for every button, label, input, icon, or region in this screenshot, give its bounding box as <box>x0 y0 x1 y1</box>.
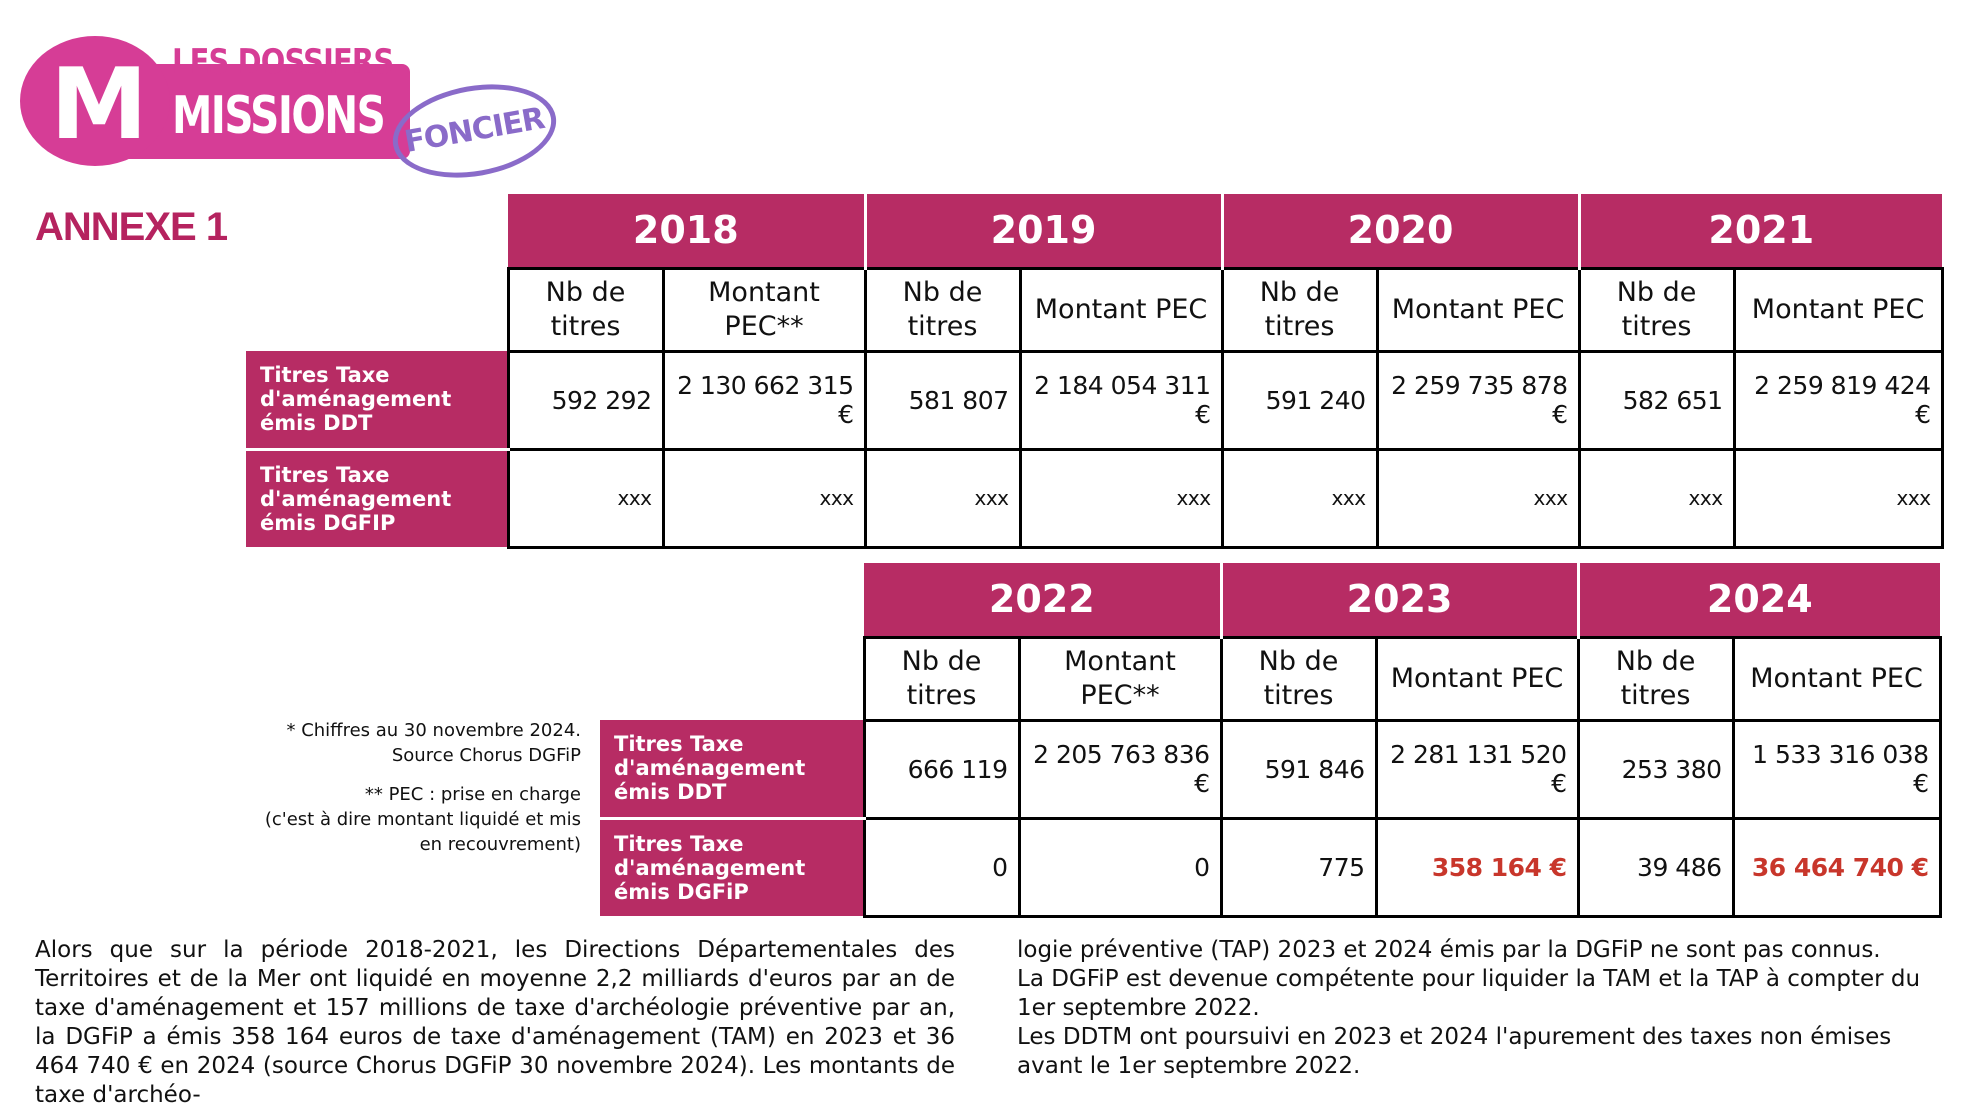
table-row-dgfip <box>246 449 1942 547</box>
corner-cell <box>246 194 508 268</box>
year-header: 2023 <box>1221 563 1578 637</box>
paragraph: La DGFiP est devenue compétente pour liquider la TAM et la TAP à compter du 1er septembre 2022. <box>1017 966 1921 1021</box>
table-cell: 0 <box>864 818 1019 916</box>
corner-cell <box>246 268 508 351</box>
table-2022-2024 <box>600 563 1942 918</box>
corner-cell <box>600 637 864 720</box>
table-2018-2021 <box>246 194 1944 549</box>
row-label: Titres Taxe d'aménagement émis DDT <box>246 351 508 449</box>
year-header: 2024 <box>1578 563 1940 637</box>
table-cell: 2 205 763 836 € <box>1019 720 1221 818</box>
table-cell: 2 259 735 878 € <box>1377 351 1579 449</box>
column-header: Nb de titres <box>508 268 663 351</box>
year-header: 2022 <box>864 563 1221 637</box>
year-header: 2020 <box>1222 194 1579 268</box>
year-header-row <box>246 194 1942 268</box>
table-cell: xxx <box>1020 449 1222 547</box>
column-header: Montant PEC <box>1734 268 1942 351</box>
row-label: Titres Taxe d'aménagement émis DGFiP <box>600 818 864 916</box>
year-header: 2018 <box>508 194 865 268</box>
table-cell: xxx <box>663 449 865 547</box>
row-label: Titres Taxe d'aménagement émis DDT <box>600 720 864 818</box>
paragraph: Les DDTM ont poursuivi en 2023 et 2024 l'apurement des taxes non émises avant le 1er septembre 2022. <box>1017 1024 1892 1079</box>
table-row-ddt <box>246 351 1942 449</box>
column-header: Montant PEC <box>1376 637 1578 720</box>
table-cell: 592 292 <box>508 351 663 449</box>
logo-line1: LES DOSSIERS <box>172 42 394 82</box>
year-header-row <box>600 563 1940 637</box>
table-cell: 2 184 054 311 € <box>1020 351 1222 449</box>
column-header: Montant PEC** <box>663 268 865 351</box>
logo <box>20 24 580 174</box>
page-title: ANNEXE 1 <box>35 205 228 249</box>
table-cell: 1 533 316 038 € <box>1733 720 1940 818</box>
column-header: Montant PEC <box>1733 637 1940 720</box>
table-cell: xxx <box>1377 449 1579 547</box>
table-cell: 591 846 <box>1221 720 1376 818</box>
column-header-row <box>246 268 1942 351</box>
body-text-right <box>1017 936 1937 1081</box>
table-cell: xxx <box>1734 449 1942 547</box>
year-header: 2019 <box>865 194 1222 268</box>
table-cell: 0 <box>1019 818 1221 916</box>
footnote-pec: ** PEC : prise en charge <box>364 784 581 805</box>
column-header: Nb de titres <box>1221 637 1376 720</box>
column-header: Nb de titres <box>1578 637 1733 720</box>
table-row-dgfip <box>600 818 1940 916</box>
column-header: Montant PEC <box>1020 268 1222 351</box>
table-row-ddt <box>600 720 1940 818</box>
footnote-source: Source Chorus DGFiP <box>391 745 581 766</box>
table-cell-highlight: 358 164 € <box>1376 818 1578 916</box>
table-cell: 666 119 <box>864 720 1019 818</box>
table-cell: 2 130 662 315 € <box>663 351 865 449</box>
column-header: Montant PEC** <box>1019 637 1221 720</box>
footnote-date: * Chiffres au 30 novembre 2024. <box>286 720 581 741</box>
footnotes <box>221 718 581 871</box>
table-cell: 39 486 <box>1578 818 1733 916</box>
table-cell: xxx <box>1579 449 1734 547</box>
column-header: Nb de titres <box>864 637 1019 720</box>
table-cell: 2 281 131 520 € <box>1376 720 1578 818</box>
column-header-row <box>600 637 1940 720</box>
year-header: 2021 <box>1579 194 1942 268</box>
column-header: Nb de titres <box>1222 268 1377 351</box>
paragraph: Alors que sur la période 2018-2021, les Directions Départementales des Territoires et de la Mer ont liquidé en moyenne 2,2 milliards d'euros par an de taxe d'aménagement et 157 millions de taxe d'archéologie préventive par an, la DGFiP a émis 358 164 euros de taxe d'aménagement (TAM) en 2023 et 36 464 740 € en 2024 (source Chorus DGFiP 30 novembre 2024). Les montants de taxe d'archéo- <box>35 937 955 1108</box>
table-cell: xxx <box>1222 449 1377 547</box>
logo-line2: MISSIONS <box>172 86 385 146</box>
row-label: Titres Taxe d'aménagement émis DGFIP <box>246 449 508 547</box>
table-cell: xxx <box>508 449 663 547</box>
column-header: Nb de titres <box>1579 268 1734 351</box>
table-cell-highlight: 36 464 740 € <box>1733 818 1940 916</box>
table-cell: 591 240 <box>1222 351 1377 449</box>
table-cell: 2 259 819 424 € <box>1734 351 1942 449</box>
column-header: Nb de titres <box>865 268 1020 351</box>
column-header: Montant PEC <box>1377 268 1579 351</box>
table-cell: 581 807 <box>865 351 1020 449</box>
table-cell: xxx <box>865 449 1020 547</box>
table-cell: 253 380 <box>1578 720 1733 818</box>
footnote-pec-def: (c'est à dire montant liquidé et mis <box>264 809 581 830</box>
footnote-pec-def2: en recouvrement) <box>419 834 581 855</box>
table-cell: 582 651 <box>1579 351 1734 449</box>
paragraph: logie préventive (TAP) 2023 et 2024 émis par la DGFiP ne sont pas connus. <box>1017 937 1881 963</box>
corner-cell <box>600 563 864 637</box>
logo-stamp: FONCIER <box>385 72 563 189</box>
table-cell: 775 <box>1221 818 1376 916</box>
logo-letter: M <box>50 48 144 162</box>
